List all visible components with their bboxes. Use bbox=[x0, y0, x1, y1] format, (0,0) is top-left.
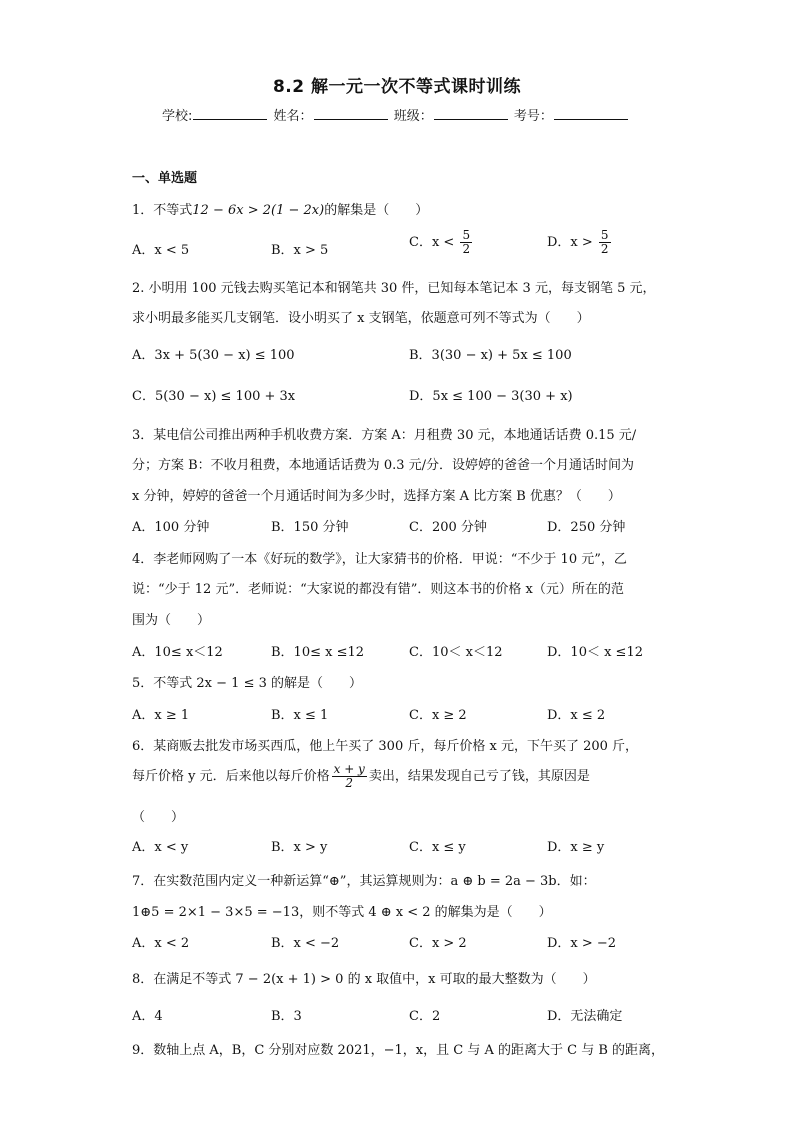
q2-option-d[interactable]: D．5x ≤ 100 − 3(30 + x) bbox=[409, 389, 573, 404]
q7-option-d[interactable]: D．x > −2 bbox=[547, 936, 617, 951]
q8-option-c[interactable]: C．2 bbox=[409, 1009, 441, 1024]
q1-option-d[interactable] bbox=[547, 229, 613, 256]
q5-option-b[interactable]: B．x ≤ 1 bbox=[271, 708, 329, 723]
school-blank[interactable] bbox=[193, 107, 267, 120]
section-heading: 一、单选题 bbox=[132, 171, 198, 186]
class-blank[interactable] bbox=[434, 107, 508, 120]
q4-line-2: 说：“少于 12 元”．老师说：“大家说的都没有错”．则这本书的价格 x（元）所在的范 bbox=[132, 582, 624, 597]
student-info-row bbox=[162, 105, 630, 124]
name-label: 姓名： bbox=[273, 109, 313, 124]
q4-option-c[interactable]: C．10＜ x＜12 bbox=[409, 645, 503, 660]
q2-option-b[interactable]: B．3(30 − x) + 5x ≤ 100 bbox=[409, 348, 572, 363]
q5-option-a[interactable]: A．x ≥ 1 bbox=[132, 708, 190, 723]
q6-fraction: $\frac{x + y}{2}$ bbox=[333, 762, 365, 790]
q1-c-label: C．x < bbox=[409, 235, 455, 250]
q6-option-c[interactable]: C．x ≤ y bbox=[409, 840, 466, 855]
number-label: 考号： bbox=[513, 109, 553, 124]
page-title: 8.2 解一元一次不等式课时训练 bbox=[272, 77, 522, 97]
q7-option-a[interactable]: A．x < 2 bbox=[132, 936, 190, 951]
q5-option-c[interactable]: C．x ≥ 2 bbox=[409, 708, 467, 723]
q4-line-1: 4．李老师网购了一本《好玩的数学》，让大家猜书的价格．甲说：“不少于 10 元”，乙 bbox=[132, 552, 627, 567]
q9-line-1: 9．数轴上点 A，B，C 分别对应数 2021，−1，x，且 C 与 A 的距离大于 C 与 B 的距离， bbox=[132, 1043, 665, 1058]
q1-option-c[interactable] bbox=[409, 229, 474, 256]
q6-option-b[interactable]: B．x > y bbox=[271, 840, 328, 855]
q5-line-1: 5．不等式 2x − 1 ≤ 3 的解是（ ） bbox=[132, 676, 362, 691]
q1-expr: 12 − 6x > 2(1 − 2x) bbox=[192, 203, 325, 218]
q3-line-2: 分；方案 B：不收月租费，本地通话话费为 0.3 元/分．设婷婷的爸爸一个月通话时间为 bbox=[132, 458, 635, 473]
q1-option-a[interactable]: A．x < 5 bbox=[132, 243, 190, 258]
q8-option-a[interactable]: A．4 bbox=[132, 1009, 163, 1024]
q6-option-a[interactable]: A．x < y bbox=[132, 840, 189, 855]
q3-line-3: x 分钟，婷婷的爸爸一个月通话时间为多少时，选择方案 A 比方案 B 优惠？（ ） bbox=[132, 489, 621, 504]
q6-line-1: 6．某商贩去批发市场买西瓜，他上午买了 300 斤，每斤价格 x 元，下午买了 200 斤， bbox=[132, 739, 639, 754]
q4-option-d[interactable]: D．10＜ x ≤12 bbox=[547, 645, 643, 660]
q5-option-d[interactable]: D．x ≤ 2 bbox=[547, 708, 606, 723]
q3-line-1: 3．某电信公司推出两种手机收费方案．方案 A：月租费 30 元，本地通话话费 0.15 元/ bbox=[132, 428, 637, 443]
q3-option-a[interactable]: A．100 分钟 bbox=[132, 520, 210, 535]
q7-option-c[interactable]: C．x > 2 bbox=[409, 936, 467, 951]
q6-option-d[interactable]: D．x ≥ y bbox=[547, 840, 605, 855]
q2-line-2: 求小明最多能买几支钢笔．设小明买了 x 支钢笔，依题意可列不等式为（ ） bbox=[132, 311, 590, 326]
q2-line-1: 2. 小明用 100 元钱去购买笔记本和钢笔共 30 件，已知每本笔记本 3 元，每支钢笔 5 元， bbox=[132, 281, 656, 296]
q8-option-d[interactable]: D．无法确定 bbox=[547, 1009, 623, 1024]
q1-d-label: D．x > bbox=[547, 235, 593, 250]
q2-option-c[interactable]: C．5(30 − x) ≤ 100 + 3x bbox=[132, 389, 296, 404]
q6-line-2-post: 卖出，结果发现自己亏了钱，其原因是 bbox=[368, 769, 590, 784]
question-1 bbox=[132, 199, 428, 218]
q8-option-b[interactable]: B．3 bbox=[271, 1009, 302, 1024]
q4-line-3: 围为（ ） bbox=[132, 613, 211, 628]
q1-post: 的解集是（ ） bbox=[324, 203, 429, 218]
q1-d-fraction: $\frac{5}{2}$ bbox=[600, 228, 609, 256]
q8-line-1: 8．在满足不等式 7 − 2(x + 1) > 0 的 x 取值中，x 可取的最大整数为（ ） bbox=[132, 972, 596, 987]
q7-line-2: 1⊕5 = 2×1 − 3×5 = −13，则不等式 4 ⊕ x < 2 的解集为是（ ） bbox=[132, 905, 552, 920]
q1-pre: 1．不等式 bbox=[132, 203, 193, 218]
q2-option-a[interactable]: A．3x + 5(30 − x) ≤ 100 bbox=[132, 348, 295, 363]
q6-line-2-pre: 每斤价格 y 元．后来他以每斤价格 bbox=[132, 769, 330, 784]
q1-c-fraction: $\frac{5}{2}$ bbox=[462, 228, 471, 256]
q6-line-2 bbox=[132, 763, 590, 790]
school-label: 学校: bbox=[162, 109, 193, 124]
q3-option-b[interactable]: B．150 分钟 bbox=[271, 520, 349, 535]
q3-option-c[interactable]: C．200 分钟 bbox=[409, 520, 487, 535]
name-blank[interactable] bbox=[314, 107, 388, 120]
q4-option-a[interactable]: A．10≤ x＜12 bbox=[132, 645, 223, 660]
q4-option-b[interactable]: B．10≤ x ≤12 bbox=[271, 645, 365, 660]
q3-option-d[interactable]: D．250 分钟 bbox=[547, 520, 626, 535]
class-label: 班级： bbox=[393, 109, 433, 124]
q1-option-b[interactable]: B．x > 5 bbox=[271, 243, 329, 258]
q7-option-b[interactable]: B．x < −2 bbox=[271, 936, 340, 951]
number-blank[interactable] bbox=[554, 107, 628, 120]
q6-line-3: （ ） bbox=[132, 810, 185, 825]
q7-line-1: 7．在实数范围内定义一种新运算“⊕”，其运算规则为：a ⊕ b = 2a − 3b．如： bbox=[132, 874, 596, 889]
